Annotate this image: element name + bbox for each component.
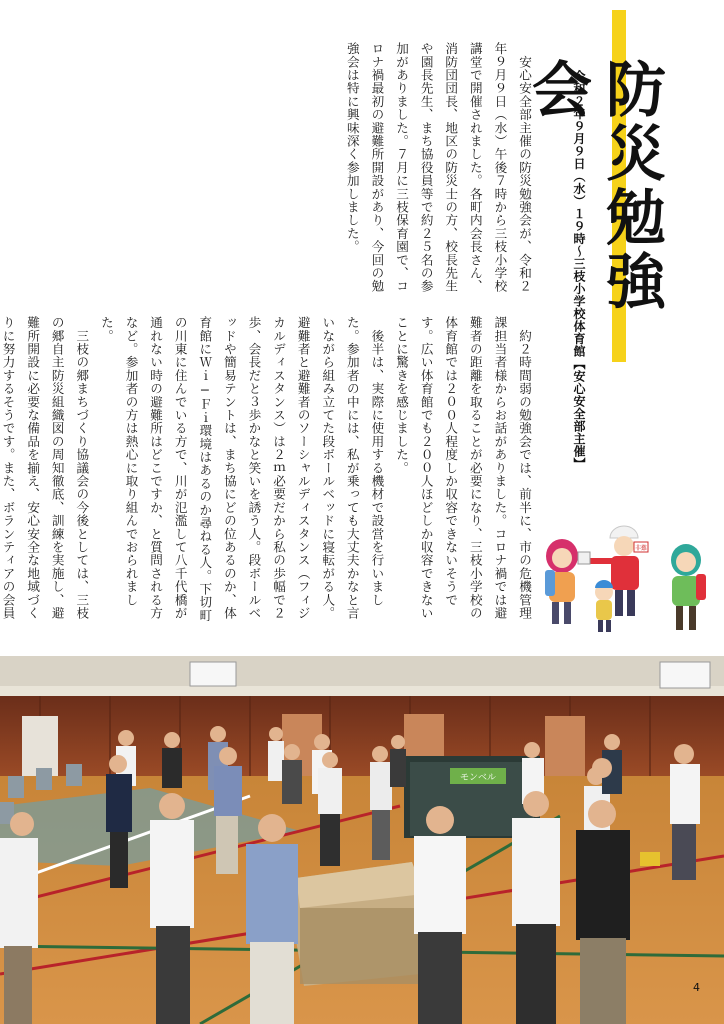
evacuation-family-illustration bbox=[536, 520, 714, 638]
article-body-upper: 安心安全部主催の防災勉強会が、令和２年９月９日（水）午後７時から三枝小学校講堂で開催されました。各町内会長さん、消防団団長、地区の防災士の方、校長先生や園長先生、まち協役員等で約２５名の参加がありました。７月に三枝保育園で、コロナ禍最初の避難所開設があり、今回の勉強会は特に興味深く参加しました。 bbox=[344, 42, 532, 293]
article-body-lower: 約２時間弱の勉強会では、前半に、市の危機管理課担当者様からお話がありました。コロナ禍では避難者の距離を取ることが必要になり、三枝小学校の体育館では２００人程度しか収容できないそうです。広い体育館でも２００人ほどしか収容できないことに驚きを感じました。 後半は、実際に使用する機材で設営を行いました。参加者の中には、私が乗っても大丈夫かなと言いながら組み立てた段ボールベッドに寝転がる人。避難者と避難者のソーシャルディスタンス（フィジカルディスタンス）は２ｍ必要だから私の歩幅で２歩、会長だと３歩かなと笑いを誘う人。段ボールベッドや簡易テントは、まち協にどの位あるのか、体育館にＷｉ−Ｆｉ環境はあるのか尋ねる人。下切町の川東に住んでいる方で、川が氾濫して八千代橋が通れない時の避難所はどこですか、と質問される方など。参加者の方は熱心に取り組んでおられました。 三枝の郷まちづくり協議会の今後としては、三枝の郷自主防災組織図の周知徹底、訓練を実施し、避難所開設に必要な備品を揃え、安心安全な地域づくりに努力するそうです。また、ボランティアの会員 bbox=[0, 316, 532, 622]
flag-text: 非難 bbox=[634, 545, 648, 552]
tent-label: モンベル bbox=[459, 773, 497, 783]
adult-figure bbox=[578, 526, 648, 616]
child-figure bbox=[595, 580, 613, 632]
gymnasium-training-photo bbox=[0, 656, 724, 1024]
page-number: 4 bbox=[693, 981, 700, 994]
event-venue: 三枝小学校体育館 bbox=[572, 257, 586, 358]
page-title: 防災勉強会 bbox=[522, 58, 666, 314]
person-teal-figure bbox=[671, 544, 706, 630]
event-date: 令和２年９月９日（水）１９時〜 bbox=[572, 70, 586, 258]
event-organizer: 【安心安全部主催】 bbox=[572, 357, 586, 470]
girl-figure bbox=[545, 539, 578, 624]
